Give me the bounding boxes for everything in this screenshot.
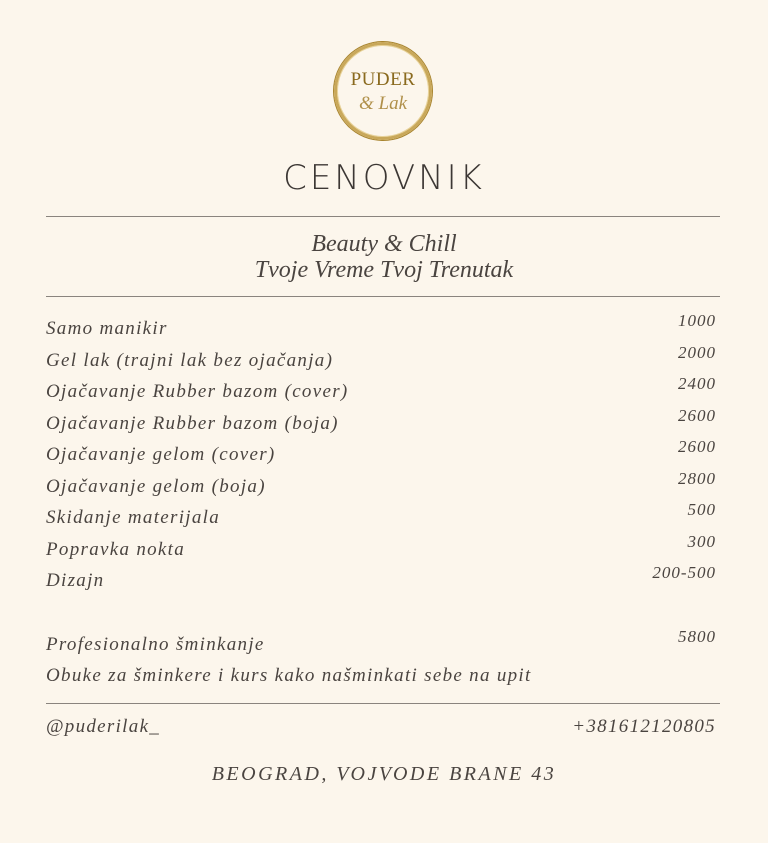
service-price: 2800 [678,468,716,488]
service-price: 300 [687,531,716,551]
price-item [46,662,716,694]
price-list [46,311,716,694]
service-price: 2400 [678,374,716,393]
price-item [46,342,716,379]
service-name: Ojačavanje Rubber bazom (cover) [46,381,349,402]
price-item [46,468,716,505]
price-item [46,500,716,536]
service-price: 500 [687,500,716,519]
service-price: 1000 [678,311,716,330]
divider-top [46,216,720,217]
page-title: CENOVNIK [283,158,485,198]
divider-bottom [46,703,720,704]
service-price: 2000 [678,342,716,362]
service-name: Ojačavanje Rubber bazom (boja) [46,412,339,434]
service-name: Ojačavanje gelom (boja) [46,475,266,497]
logo-text-lak: & Lak [358,93,408,114]
price-item [46,531,716,568]
address: BEOGRAD, VOJVODE BRANE 43 [211,763,557,785]
service-name: Profesionalno šminkanje [46,633,265,655]
service-name: Samo manikir [46,318,168,339]
price-item [46,311,716,347]
service-name: Obuke za šminkere i kurs kako našminkati sebe na upit [46,665,532,686]
divider-middle [46,296,720,297]
tagline-line-1: Beauty & Chill [311,231,457,257]
price-item [46,626,716,663]
service-price: 2600 [678,405,716,425]
section-spacer [46,599,716,631]
phone-number[interactable]: +381612120805 [572,716,716,737]
brand-logo [334,42,432,140]
price-item [46,437,716,473]
service-name: Ojačavanje gelom (cover) [46,444,276,465]
tagline-line-2: Tvoje Vreme Tvoj Trenutak [254,257,514,283]
service-name: Skidanje materijala [46,507,221,528]
service-name: Popravka nokta [46,538,186,560]
service-price: 2600 [678,437,716,456]
service-name: Dizajn [46,570,105,591]
instagram-handle[interactable]: @puderilak_ [46,716,161,737]
price-item [46,374,716,410]
price-item [46,405,716,442]
service-name: Gel lak (trajni lak bez ojačanja) [46,349,334,371]
price-item [46,563,716,599]
logo-text-puder: PUDER [350,69,416,90]
service-price: 200-500 [652,563,716,582]
service-price: 5800 [678,626,716,646]
